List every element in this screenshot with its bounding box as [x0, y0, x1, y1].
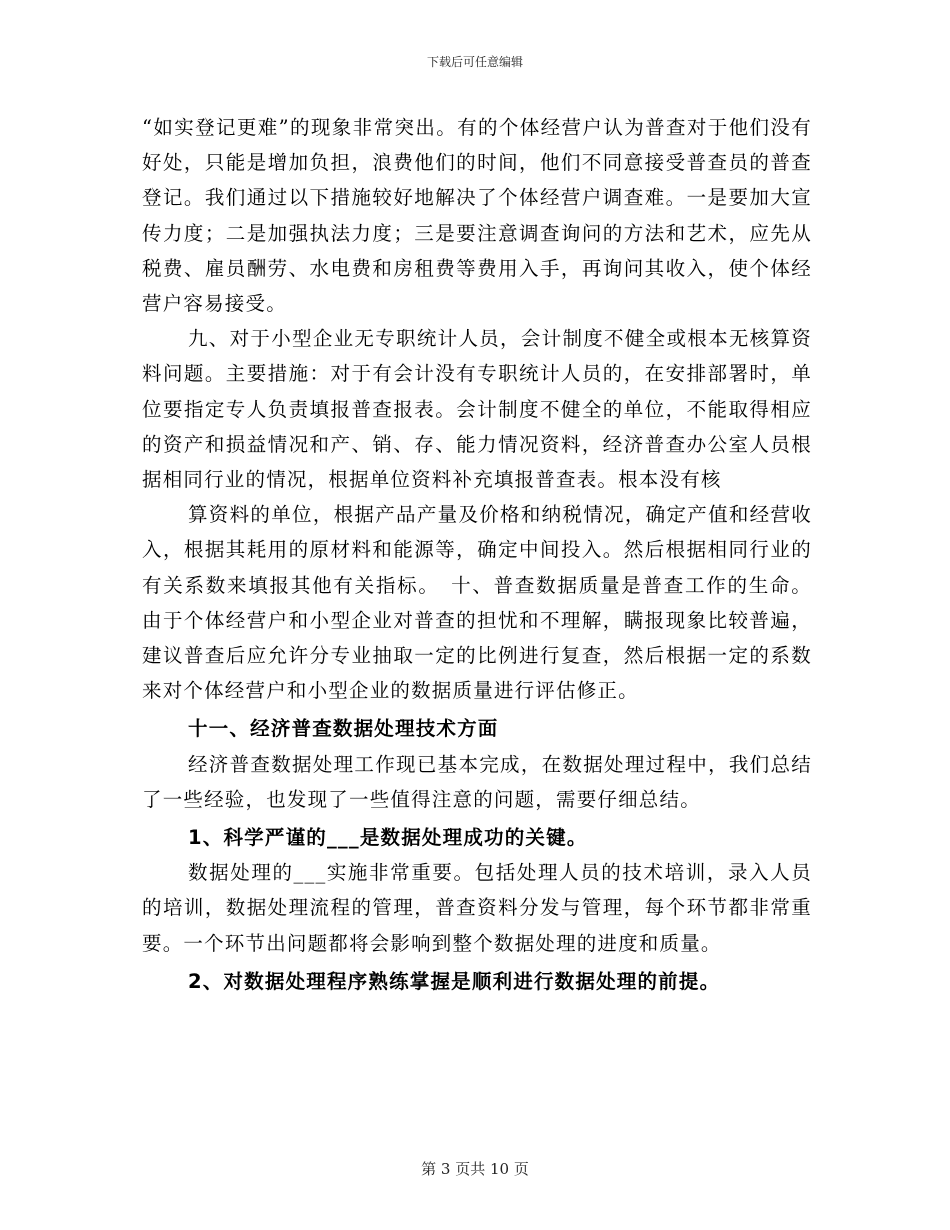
paragraph-section-ten: 算资料的单位，根据产品产量及价格和纳税情况，确定产值和经营收入，根据其耗用的原材料和能源等，确定中间投入。然后根据相同行业的有关系数来填报其他有关指标。 十、普查数据质量是普查工作的生命。由于个体经营户和小型企业对普查的担忧和不理解，瞒报现象比较普遍，建议普查后应允许分专业抽取一定的比例进行复查，然后根据一定的系数来对个体经营户和小型企业的数据质量进行评估修正。	[142, 503, 812, 703]
page-header: 下载后可任意编辑	[426, 55, 523, 69]
paragraph-data-processing-summary: 经济普查数据处理工作现已基本完成，在数据处理过程中，我们总结了一些经验，也发现了一些值得注意的问题，需要仔细总结。	[142, 752, 812, 811]
section-heading-eleven: 十一、经济普查数据处理技术方面	[188, 717, 499, 741]
subheading-one: 1、科学严谨的___是数据处理成功的关键。	[188, 826, 588, 850]
paragraph-section-nine: 九、对于小型企业无专职统计人员，会计制度不健全或根本无核算资料问题。主要措施：对于有会计没有专职统计人员的，在安排部署时，单位要指定专人负责填报普查报表。会计制度不健全的单位，不能取得相应的资产和损益情况和产、销、存、能力情况资料，经济普查办公室人员根据相同行业的情况，根据单位资料补充填报普查表。根本没有核	[142, 327, 812, 492]
paragraph-survey-difficulty: “如实登记更难”的现象非常突出。有的个体经营户认为普查对于他们没有好处，只能是增加负担，浪费他们的时间，他们不同意接受普查员的普查登记。我们通过以下措施较好地解决了个体经营户调查难。一是要加大宣传力度；二是加强执法力度；三是要注意调查询问的方法和艺术，应先从税费、雇员酬劳、水电费和房租费等费用入手，再询问其收入，使个体经营户容易接受。	[142, 116, 812, 316]
subheading-two: 2、对数据处理程序熟练掌握是顺利进行数据处理的前提。	[188, 969, 721, 993]
document-body	[142, 110, 812, 999]
paragraph-implementation: 数据处理的___实施非常重要。包括处理人员的技术培训，录入人员的培训，数据处理流程的管理，普查资料分发与管理，每个环节都非常重要。一个环节出问题都将会影响到整个数据处理的进度和质量。	[142, 861, 812, 955]
page-footer: 第 3 页共 10 页	[421, 1160, 529, 1178]
